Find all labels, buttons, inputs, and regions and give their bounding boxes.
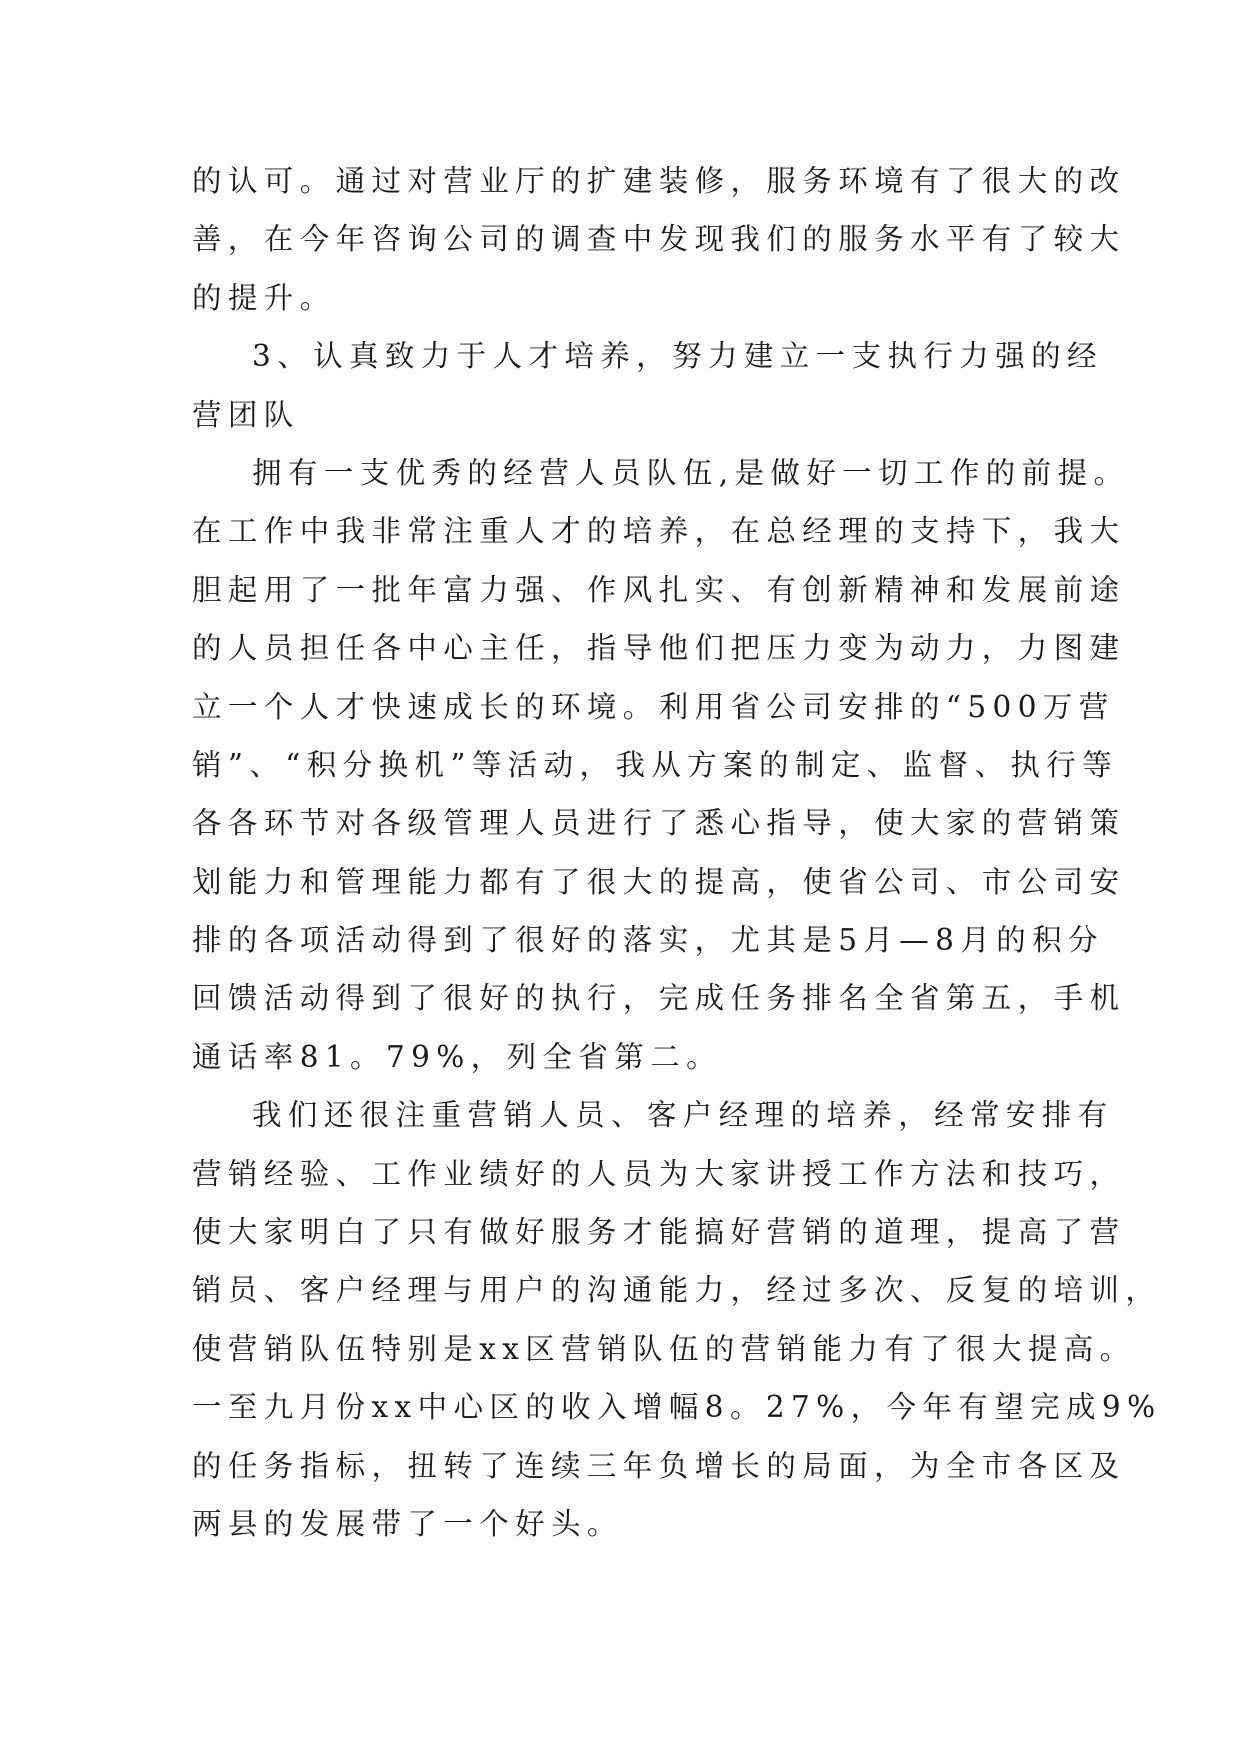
paragraph: [192, 444, 1130, 1086]
text-line: 通话率81。79%，列全省第二。: [192, 1039, 723, 1074]
text-line: 一至九月份xx中心区的收入增幅8。27%，今年有望完成9%: [192, 1390, 1162, 1425]
text-line: 销员、客户经理与用户的沟通能力，经过多次、反复的培训，: [192, 1273, 1162, 1308]
text-line: 划能力和管理能力都有了很大的提高，使省公司、市公司安: [192, 864, 1126, 899]
text-line: 的认可。通过对营业厅的扩建装修，服务环境有了很大的改: [192, 164, 1126, 198]
text-line: 销”、“积分换机”等活动，我从方案的制定、监督、执行等: [192, 747, 1119, 782]
text-line: 使大家明白了只有做好服务才能搞好营销的道理，提高了营: [192, 1215, 1126, 1250]
text-line: 的提升。: [192, 280, 336, 315]
text-line: 的人员担任各中心主任，指导他们把压力变为动力，力图建: [192, 631, 1126, 666]
text-line: 的任务指标，扭转了连续三年负增长的局面，为全市各区及: [192, 1448, 1126, 1483]
text-line: 两县的发展带了一个好头。: [192, 1506, 623, 1541]
paragraph: [192, 152, 1126, 327]
text-line: 立一个人才快速成长的环境。利用省公司安排的“500万营: [192, 689, 1115, 724]
paragraph: [192, 1086, 1162, 1553]
text-line: 营销经验、工作业绩好的人员为大家讲授工作方法和技巧，: [192, 1156, 1126, 1191]
text-line: 营团队: [192, 397, 300, 432]
text-line: 善，在今年咨询公司的调查中发现我们的服务水平有了较大: [192, 222, 1126, 257]
text-line: 我们还很注重营销人员、客户经理的培养，经常安排有: [252, 1098, 1114, 1133]
text-line: 在工作中我非常注重人才的培养，在总经理的支持下，我大: [192, 514, 1126, 549]
text-line: 排的各项活动得到了很好的落实，尤其是5月—8月的积分: [192, 923, 1104, 958]
section-heading: [192, 327, 1103, 444]
text-line: 回馈活动得到了很好的执行，完成任务排名全省第五，手机: [192, 981, 1126, 1016]
text-line: 各各环节对各级管理人员进行了悉心指导，使大家的营销策: [192, 806, 1126, 841]
text-line: 3、认真致力于人才培养，努力建立一支执行力强的经: [252, 339, 1103, 374]
text-line: 胆起用了一批年富力强、作风扎实、有创新精神和发展前途: [192, 572, 1126, 607]
text-line: 使营销队伍特别是xx区营销队伍的营销能力有了很大提高。: [192, 1331, 1136, 1366]
text-line: 拥有一支优秀的经营人员队伍,是做好一切工作的前提。: [252, 455, 1130, 490]
document-body: [192, 152, 1162, 1553]
